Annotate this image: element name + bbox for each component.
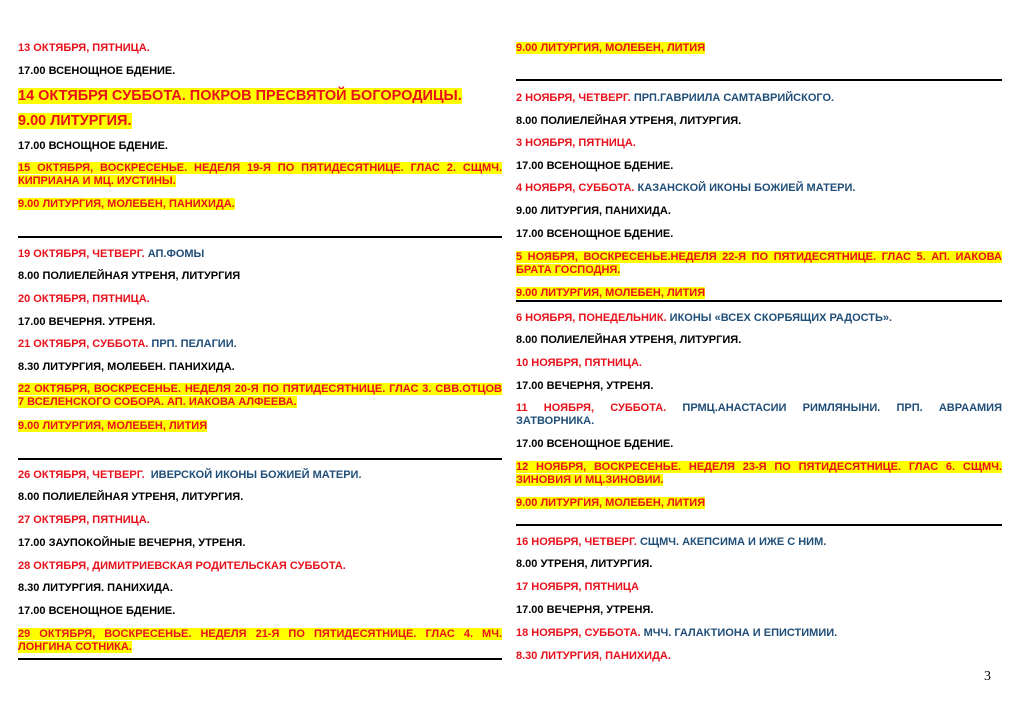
date-nov-18 (516, 627, 1002, 640)
date-text: 26 ОКТЯБРЯ, ЧЕТВЕРГ. (18, 469, 145, 481)
date-nov-6 (516, 312, 1002, 325)
page-number: 3 (984, 669, 991, 684)
saint-text: ПРМЦ.АНАСТАСИИ РИМЛЯНЫНИ. ПРП. АВРААМИЯ ЗАТВОРНИКА. (516, 402, 1002, 427)
date-nov-12-text: 12 НОЯБРЯ, ВОСКРЕСЕНЬЕ. НЕДЕЛЯ 23-Я ПО ПЯТИДЕСЯТНИЦЕ. ГЛАС 6. СЩМЧ. ЗИНОВИЯ И МЦ.ЗИНОВИИ. (516, 461, 1002, 486)
date-oct-29-text: 29 ОКТЯБРЯ, ВОСКРЕСЕНЬЕ. НЕДЕЛЯ 21-Я ПО ПЯТИДЕСЯТНИЦЕ. ГЛАС 4. МЧ. ЛОНГИНА СОТНИКА. (18, 628, 502, 653)
date-nov-4 (516, 182, 1002, 195)
date-nov-11 (516, 402, 1002, 428)
saint-text: ИВЕРСКОЙ ИКОНЫ БОЖИЕЙ МАТЕРИ. (150, 469, 362, 481)
date-oct-19 (18, 248, 502, 261)
date-nov-16 (516, 536, 1002, 549)
service-line: 17.00 ЗАУПОКОЙНЫЕ ВЕЧЕРНЯ, УТРЕНЯ. (18, 537, 246, 549)
date-text: 19 ОКТЯБРЯ, ЧЕТВЕРГ. (18, 248, 145, 260)
date-nov-17: 17 НОЯБРЯ, ПЯТНИЦА (516, 581, 639, 593)
service-line: 17.00 ВЕЧЕРНЯ, УТРЕНЯ. (516, 604, 654, 616)
date-oct-26 (18, 469, 502, 482)
service-line: 8.00 ПОЛИЕЛЕЙНАЯ УТРЕНЯ, ЛИТУРГИЯ (18, 270, 241, 282)
section-divider (18, 236, 502, 238)
liturgy-highlight: 9.00 ЛИТУРГИЯ. (18, 113, 132, 129)
saint-text: ИКОНЫ «ВСЕХ СКОРБЯЩИХ РАДОСТЬ». (669, 312, 893, 324)
service-line: 8.30 ЛИТУРГИЯ, ПАНИХИДА. (516, 650, 671, 662)
sunday-service-text: 9.00 ЛИТУРГИЯ, МОЛЕБЕН, ЛИТИЯ (516, 287, 706, 299)
section-divider (516, 524, 1002, 526)
date-oct-22 (18, 383, 502, 409)
saint-text: ПРП. ПЕЛАГИИ. (151, 338, 237, 350)
saint-text: СЩМЧ. АКЕПСИМА И ИЖЕ С НИМ. (639, 536, 827, 548)
date-oct-15-text: 15 ОКТЯБРЯ, ВОСКРЕСЕНЬЕ. НЕДЕЛЯ 19-Я ПО ПЯТИДЕСЯТНИЦЕ. ГЛАС 2. СЩМЧ. КИПРИАНА И МЦ. ИУСТИНЫ. (18, 162, 502, 187)
date-oct-21 (18, 338, 502, 351)
service-line: 8.30 ЛИТУРГИЯ. ПАНИХИДА. (18, 582, 173, 594)
service-line (18, 420, 502, 433)
saint-text: КАЗАНСКОЙ ИКОНЫ БОЖИЕЙ МАТЕРИ. (637, 182, 856, 194)
saint-text: МЧЧ. ГАЛАКТИОНА И ЕПИСТИМИИ. (643, 627, 838, 639)
service-line: 17.00 ВСЕНОЩНОЕ БДЕНИЕ. (516, 160, 674, 172)
sunday-service-text: 9.00 ЛИТУРГИЯ, МОЛЕБЕН, ЛИТИЯ (516, 497, 706, 509)
date-text: 21 ОКТЯБРЯ, СУББОТА. (18, 338, 149, 350)
service-line: 17.00 ВСЕНОЩНОЕ БДЕНИЕ. (18, 65, 176, 77)
service-line (18, 113, 502, 130)
date-nov-5 (516, 251, 1002, 277)
sunday-service-text: 9.00 ЛИТУРГИЯ, МОЛЕБЕН, ПАНИХИДА. (18, 198, 235, 210)
date-oct-29 (18, 628, 502, 654)
date-text: 2 НОЯБРЯ, ЧЕТВЕРГ. (516, 92, 631, 104)
section-divider (18, 658, 502, 660)
date-oct-27: 27 ОКТЯБРЯ, ПЯТНИЦА. (18, 514, 150, 526)
date-oct-28: 28 ОКТЯБРЯ, ДИМИТРИЕВСКАЯ РОДИТЕЛЬСКАЯ СУББОТА. (18, 560, 346, 572)
section-divider (516, 79, 1002, 81)
date-text: 16 НОЯБРЯ, ЧЕТВЕРГ. (516, 536, 637, 548)
service-line: 8.00 ПОЛИЕЛЕЙНАЯ УТРЕНЯ, ЛИТУРГИЯ. (516, 115, 742, 127)
service-line: 8.30 ЛИТУРГИЯ, МОЛЕБЕН. ПАНИХИДА. (18, 361, 235, 373)
feast-pokrov (18, 88, 502, 105)
sunday-service-text: 9.00 ЛИТУРГИЯ, МОЛЕБЕН, ЛИТИЯ (516, 42, 706, 54)
date-oct-20: 20 ОКТЯБРЯ, ПЯТНИЦА. (18, 293, 150, 305)
date-oct-22-text: 22 ОКТЯБРЯ, ВОСКРЕСЕНЬЕ. НЕДЕЛЯ 20-Я ПО ПЯТИДЕСЯТНИЦЕ. ГЛАС 3. СВВ.ОТЦОВ 7 ВСЕЛЕНСКОГО СОБОРА. АП. ИАКОВА АЛФЕЕВА. (18, 383, 502, 408)
section-divider (18, 458, 502, 460)
service-line (18, 198, 502, 211)
date-text: 11 НОЯБРЯ, СУББОТА. (516, 402, 667, 414)
service-line: 17.00 ВСНОЩНОЕ БДЕНИЕ. (18, 140, 168, 152)
date-nov-2 (516, 92, 1002, 105)
date-nov-12 (516, 461, 1002, 487)
date-oct-15 (18, 162, 502, 188)
service-line (516, 42, 1002, 55)
service-line: 8.00 УТРЕНЯ, ЛИТУРГИЯ. (516, 558, 653, 570)
section-divider (516, 300, 1002, 302)
service-line: 8.00 ПОЛИЕЛЕЙНАЯ УТРЕНЯ, ЛИТУРГИЯ. (516, 334, 742, 346)
date-text: 4 НОЯБРЯ, СУББОТА. (516, 182, 635, 194)
service-line (516, 287, 1002, 300)
service-line: 17.00 ВЕЧЕРНЯ, УТРЕНЯ. (516, 380, 654, 392)
service-line (516, 497, 1002, 510)
service-line: 17.00 ВСЕНОЩНОЕ БДЕНИЕ. (18, 605, 176, 617)
service-line: 17.00 ВСЕНОЩНОЕ БДЕНИЕ. (516, 228, 674, 240)
service-line: 8.00 ПОЛИЕЛЕЙНАЯ УТРЕНЯ, ЛИТУРГИЯ. (18, 491, 244, 503)
feast-pokrov-text: 14 ОКТЯБРЯ СУББОТА. ПОКРОВ ПРЕСВЯТОЙ БОГОРОДИЦЫ. (18, 88, 462, 104)
service-line: 9.00 ЛИТУРГИЯ, ПАНИХИДА. (516, 205, 671, 217)
saint-text: АП.ФОМЫ (147, 248, 205, 260)
service-line: 17.00 ВСЕНОЩНОЕ БДЕНИЕ. (516, 438, 674, 450)
date-text: 18 НОЯБРЯ, СУББОТА. (516, 627, 641, 639)
date-nov-3: 3 НОЯБРЯ, ПЯТНИЦА. (516, 137, 636, 149)
sunday-service-text: 9.00 ЛИТУРГИЯ, МОЛЕБЕН, ЛИТИЯ (18, 420, 208, 432)
service-line: 17.00 ВЕЧЕРНЯ. УТРЕНЯ. (18, 316, 156, 328)
date-nov-5-text: 5 НОЯБРЯ, ВОСКРЕСЕНЬЕ.НЕДЕЛЯ 22-Я ПО ПЯТИДЕСЯТНИЦЕ. ГЛАС 5. АП. ИАКОВА БРАТА ГОСПОДНЯ. (516, 251, 1002, 276)
date-text: 6 НОЯБРЯ, ПОНЕДЕЛЬНИК. (516, 312, 667, 324)
saint-text: ПРП.ГАВРИИЛА САМТАВРИЙСКОГО. (633, 92, 835, 104)
date-nov-10: 10 НОЯБРЯ, ПЯТНИЦА. (516, 357, 642, 369)
date-oct-13: 13 ОКТЯБРЯ, ПЯТНИЦА. (18, 42, 150, 54)
